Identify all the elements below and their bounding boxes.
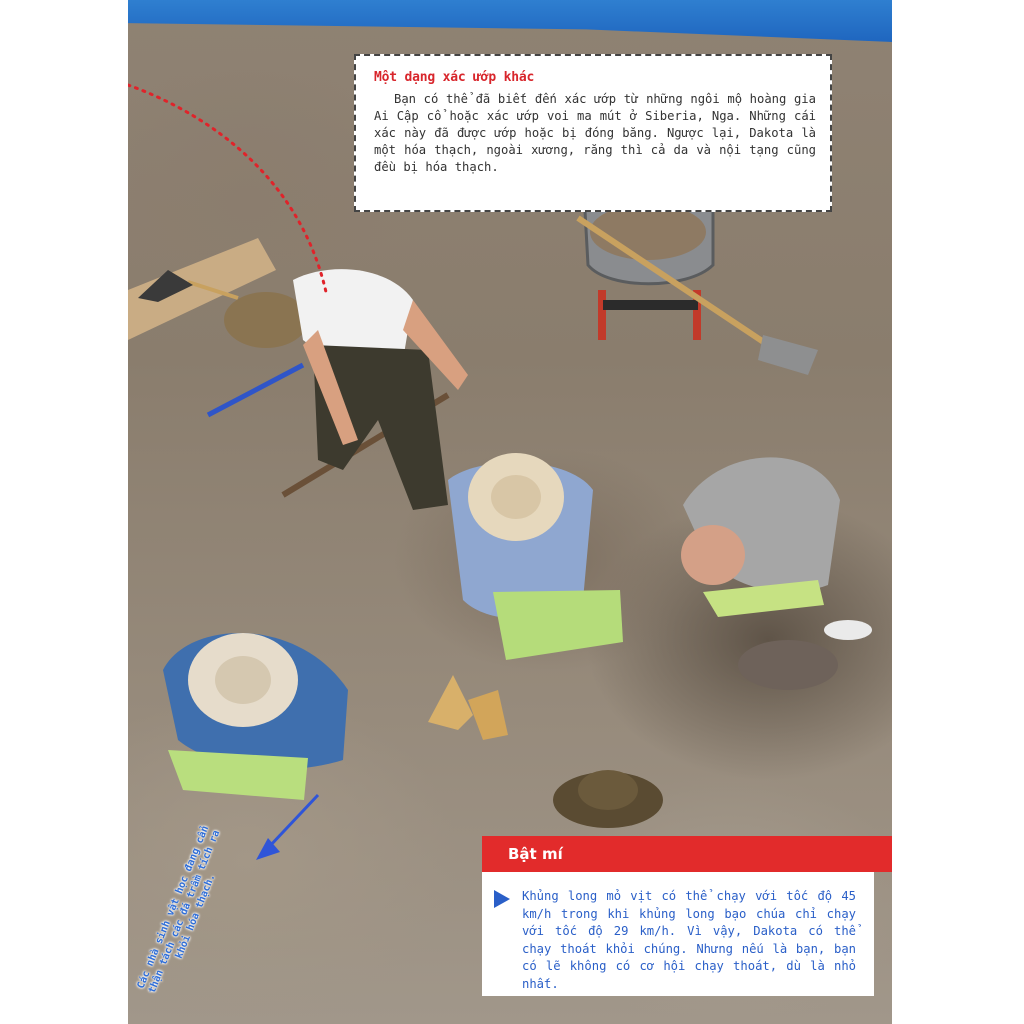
white-paper <box>824 620 872 640</box>
brush-1 <box>428 675 473 730</box>
worker-kneeling-right <box>681 457 840 617</box>
mummy-info-box <box>354 54 832 212</box>
shovel-blade <box>758 335 818 375</box>
tip-box-body: Khủng long mỏ vịt có thể chạy với tốc độ 45 km/h trong khi khủng long bạo chúa chỉ chạy với tốc độ 29 km/h. Vì vậy, Dakota có thể chạy thoát khỏi chúng. Nhưng nếu là bạn, bạn có lẽ không có cơ hội chạy thoát, dù là nhỏ nhất. <box>522 889 856 991</box>
book-page <box>128 0 892 1024</box>
brush-2 <box>468 690 508 740</box>
rock <box>738 640 838 690</box>
tip-info-box <box>482 872 874 996</box>
blue-arrow-line <box>268 795 318 848</box>
mummy-box-title: Một dạng xác ướp khác <box>374 70 535 85</box>
blue-tool <box>208 365 303 415</box>
worker-kneeling-left <box>163 633 348 800</box>
worker-kneeling-center <box>448 453 623 660</box>
photo-caption: Các nhà sinh vật học đang cẩn thận tách các đá trầm tích ra khỏi hóa thạch. <box>135 824 223 995</box>
play-arrow-icon <box>494 890 510 908</box>
tip-box-title: Bật mí <box>482 836 892 872</box>
mummy-box-body: Bạn có thể đã biết đến xác ướp từ những ngôi mộ hoàng gia Ai Cập cổ hoặc xác ướp voi ma mút ở Siberia, Nga. Những cái xác này đã được ướp hoặc bị đóng băng. Ngược lại, Dakota là một hóa thạch, ngoài xương, răng thì cả da và nội tạng cũng đều bị hóa thạch. <box>374 92 816 174</box>
blue-arrow-head <box>256 838 280 860</box>
